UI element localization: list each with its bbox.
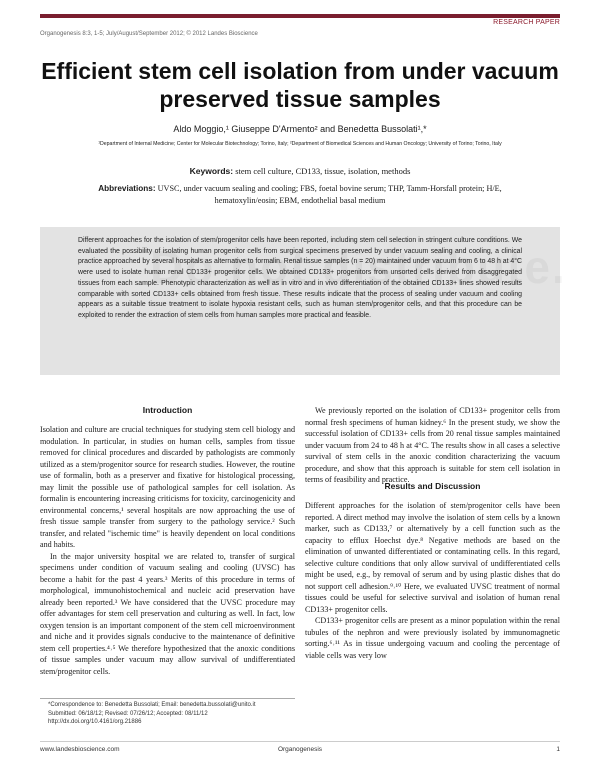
header-accent-bar (40, 14, 560, 18)
footer-divider (40, 741, 560, 742)
intro-paragraph-1: Isolation and culture are crucial techniques for studying stem cell biology and modulation. In particular, in studies on human cells, samples from tissue removed for clinical procedures and discarded by pathologists are commonly utilized as a stem/progenitor source for research studies. However, the routine use of formalin, both as a preserver and fixative for histological processing, may limit the possible use of pathological samples for cell isolation. As formalin is encountering increasing criticisms for toxicity, carcinogenicity and environmental concerns,¹ several hospitals are now approaching the use of fresh tissue sample transfer from surgery to the pathology service.² Such transfer, and related "ischemic time" is heavily dependent on local conditions and habits. (40, 425, 295, 549)
footer-website-link[interactable]: www.landesbioscience.com (40, 746, 120, 753)
doi-link[interactable]: http://dx.doi.org/10.4161/org.21886 (48, 719, 142, 725)
submission-dates: Submitted: 06/18/12; Revised: 07/26/12; Accepted: 08/11/12 (48, 710, 208, 717)
keywords-label: Keywords: (189, 166, 234, 176)
watermark-text (150, 240, 567, 294)
results-paragraph-2: CD133+ progenitor cells are present as a minor population within the renal tubules of the nephron and were previously isolated by immunomagnetic sorting.⁶˒¹¹ As in tissue undergoing vacuum and cooling the percentage of viable cells was very low (305, 616, 560, 660)
journal-citation: Organogenesis 8:3, 1-5; July/August/September 2012; © 2012 Landes Bioscience (40, 31, 258, 37)
abbreviations-text: UVSC, under vacuum sealing and cooling; FBS, foetal bovine serum; THP, Tamm-Horsfall protein; H/E, hematoxylin/eosin; EBM, endothelial basal medium (157, 184, 502, 205)
correspondence-note: *Correspondence to: Benedetta Bussolati; Email: benedetta.bussolati@unito.it (48, 702, 256, 708)
paper-title: Efficient stem cell isolation from under vacuum preserved tissue samples (41, 58, 559, 112)
footnotes (48, 701, 298, 727)
right-column-top (305, 405, 560, 486)
keywords-text: stem cell culture, CD133, tissue, isolation, methods (235, 166, 411, 176)
affiliations: ¹Department of Internal Medicine; Center for Molecular Biotechnology; Torino, Italy; ²Department of Biomedical Sciences and Human Oncology; University of Torino; Torino, Italy (98, 141, 502, 147)
right-column-bottom (305, 500, 560, 661)
intro-paragraph-3: We previously reported on the isolation of CD133+ progenitor cells from normal fresh specimens of human kidney.⁶ In the present study, we show the successful isolation of CD133+ cells from 20 renal tissue samples maintained under vacuum from 24 to 48 h at 4°C. The results show in all cases a selective survival of stem cells in the anoxic condition characterizing the vacuum procedure, and show that this approach is suitable for stem cell isolation in terms of feasibility and practice. (305, 406, 560, 484)
left-column (40, 424, 295, 677)
footnote-divider (40, 698, 295, 699)
article-type-label: RESEARCH PAPER (493, 19, 560, 26)
footer-journal-name: Organogenesis (277, 746, 323, 753)
author-list: Aldo Moggio,¹ Giuseppe D'Armento² and Benedetta Bussolati¹,* (173, 124, 427, 134)
results-paragraph-1: Different approaches for the isolation of stem/progenitor cells have been reported. A direct method may involve the isolation of stem cells by a known marker, such as CD133,⁷ or alternatively by a cell function such as the capacity to efflux Hoechst dye.⁸ Negative methods are based on the elimination of unwanted differentiated or contaminating cells. In this regard, selective culture conditions that only allow survival of undifferentiated cells might be used, e.g., by removal of serum and by using plastic dishes that do not support cell adhesion.⁹˒¹⁰ Here, we evaluated UVSC treatment of normal tissues could be useful for selective survival and isolation of human renal CD133+ progenitor cells. (305, 501, 560, 614)
abstract-text: Different approaches for the isolation of stem/progenitor cells have been reported, including stem cell selection in stringent culture conditions. We evaluated the possibility of isolating human progenitor cells from surgical specimens preserved by under vacuum sealing and cooling, a clinical practice approached by several hospitals as alternative to formalin. Renal tissue samples (n = 20) maintained under vacuum from 6 to 48 h at 4°C were used to isolate human renal CD133+ progenitor cells. We obtained CD133+ progenitors from unsorted cells derived from disaggregated tissues from each sample. Phenotypic characterization as well as in vitro and in vivo differentiation of the obtained CD133+ lines showed results comparable with sorted CD133+ cells obtained from fresh tissue. These results indicate that the process of sealing under vacuum and cooling appears as a suitable tissue treatment to isolate hypoxia resistant cells, such as human stem/progenitor cells, and that this procedure can be exploited to render the extraction of stem cells from human samples more practical and feasible. (78, 237, 522, 319)
page-number: 1 (556, 746, 560, 753)
abbreviations (95, 183, 505, 207)
abbreviations-label: Abbreviations: (98, 184, 156, 193)
section-heading-introduction: Introduction (142, 405, 193, 415)
intro-paragraph-2: In the major university hospital we are related to, transfer of surgical specimens under condition of vacuum sealing and cooling (UVSC) has become a habit for the past 4 years.³ Merits of this procedure in terms of morphological, immunohistochemical and nucleic acid preservation have already been reported.³ We have considered that the UVSC procedure may offer advantages for stem cell preservation and culturing as well. In fact, low oxygen tension is an important component of the stem cell microenvironment and niche and it provides signals conducive to the maintenance of definitive stem cell properties.⁴˒⁵ We therefore hypothesized that the anoxic conditions of tissue samples under vacuum may allow survival of undifferentiated stem/progenitor cells. (40, 551, 295, 676)
keywords (40, 166, 560, 176)
section-heading-results: Results and Discussion (384, 481, 481, 491)
